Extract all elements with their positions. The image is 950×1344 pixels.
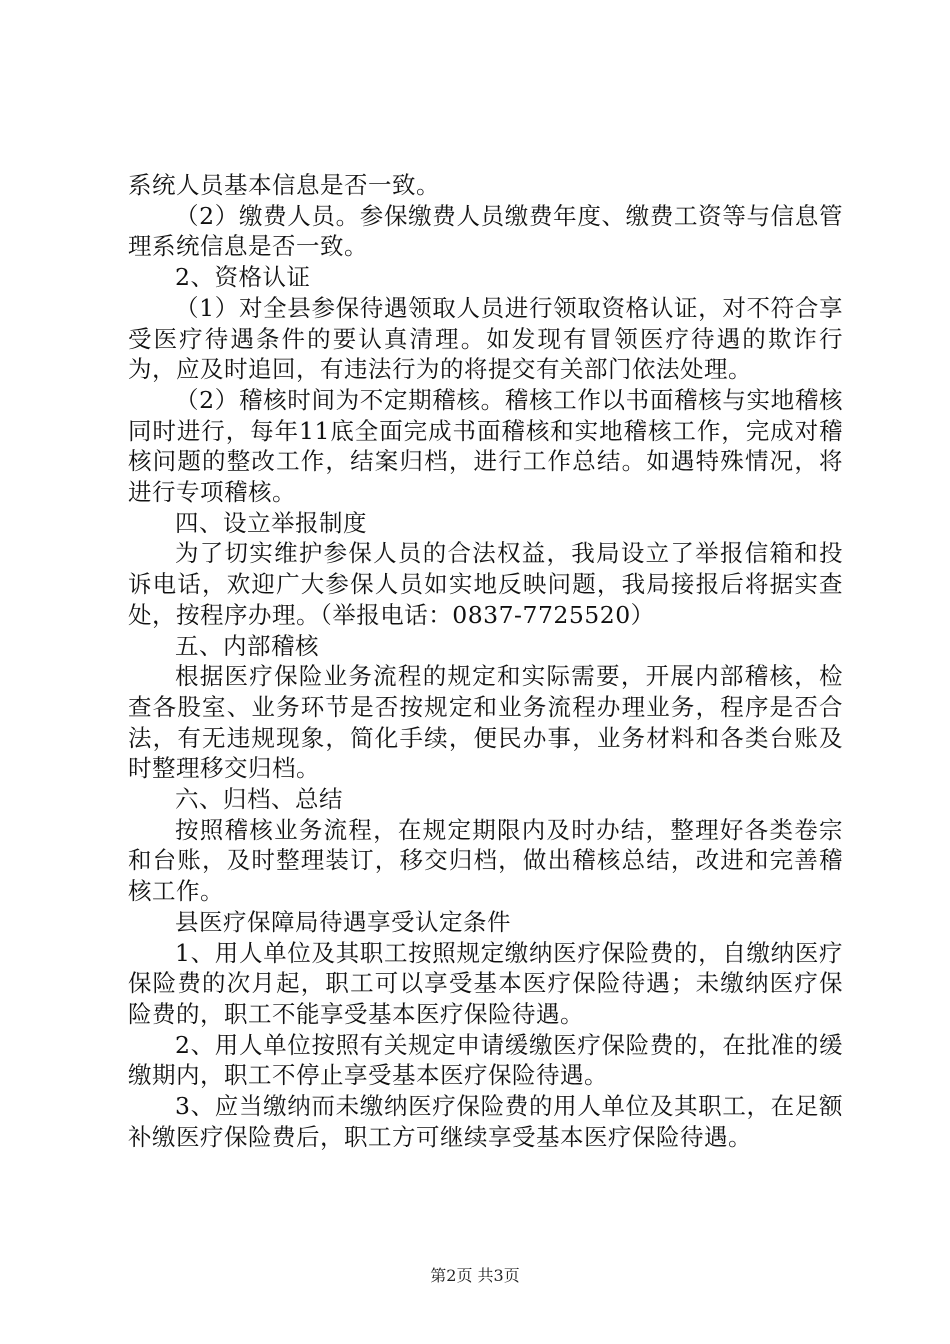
paragraph-archive-summary: 按照稽核业务流程，在规定期限内及时办结，整理好各类卷宗和台账，及时整理装订，移交归档，做出稽核总结，改进和完善稽核工作。 bbox=[128, 815, 843, 906]
paragraph-qualification-1: （1）对全县参保待遇领取人员进行领取资格认证，对不符合享受医疗待遇条件的要认真清理。如发现有冒领医疗待遇的欺诈行为，应及时追回，有违法行为的将提交有关部门依法处理。 bbox=[128, 293, 843, 384]
paragraph-condition-1: 1、用人单位及其职工按照规定缴纳医疗保险费的，自缴纳医疗保险费的次月起，职工可以享受基本医疗保险待遇；未缴纳医疗保险费的，职工不能享受基本医疗保险待遇。 bbox=[128, 938, 843, 1028]
paragraph-condition-2: 2、用人单位按照有关规定申请缓缴医疗保险费的，在批准的缓缴期内，职工不停止享受基本医疗保险待遇。 bbox=[128, 1030, 843, 1090]
paragraph-internal-audit: 根据医疗保险业务流程的规定和实际需要，开展内部稽核，检查各股室、业务环节是否按规定和业务流程办理业务，程序是否合法，有无违规现象，简化手续，便民办事，业务材料和各类台账及时整理移交归档。 bbox=[128, 662, 843, 783]
paragraph-report-system: 为了切实维护参保人员的合法权益，我局设立了举报信箱和投诉电话，欢迎广大参保人员如实地反映问题，我局接报后将据实查处，按程序办理。（举报电话：0837-7725520） bbox=[128, 539, 843, 629]
page-number-footer: 第2页 共3页 bbox=[430, 1266, 520, 1285]
paragraph-condition-3: 3、应当缴纳而未缴纳医疗保险费的用人单位及其职工，在足额补缴医疗保险费后，职工方可继续享受基本医疗保险待遇。 bbox=[128, 1092, 843, 1151]
paragraph-qualification-2: （2）稽核时间为不定期稽核。稽核工作以书面稽核与实地稽核同时进行，每年11底全面完成书面稽核和实地稽核工作，完成对稽核问题的整改工作，结案归档，进行工作总结。如遇特殊情况，将进行专项稽核。 bbox=[128, 385, 843, 507]
heading-report-system: 四、设立举报制度 bbox=[175, 508, 367, 537]
document-body bbox=[128, 170, 843, 1153]
paragraph-continuation: 系统人员基本信息是否一致。 bbox=[128, 171, 440, 199]
paragraph-payment-personnel: （2）缴费人员。参保缴费人员缴费年度、缴费工资等与信息管理系统信息是否一致。 bbox=[128, 201, 843, 261]
heading-benefit-conditions: 县医疗保障局待遇享受认定条件 bbox=[175, 907, 511, 936]
heading-qualification: 2、资格认证 bbox=[175, 263, 311, 292]
heading-internal-audit: 五、内部稽核 bbox=[175, 631, 319, 660]
heading-archive-summary: 六、归档、总结 bbox=[175, 785, 343, 814]
